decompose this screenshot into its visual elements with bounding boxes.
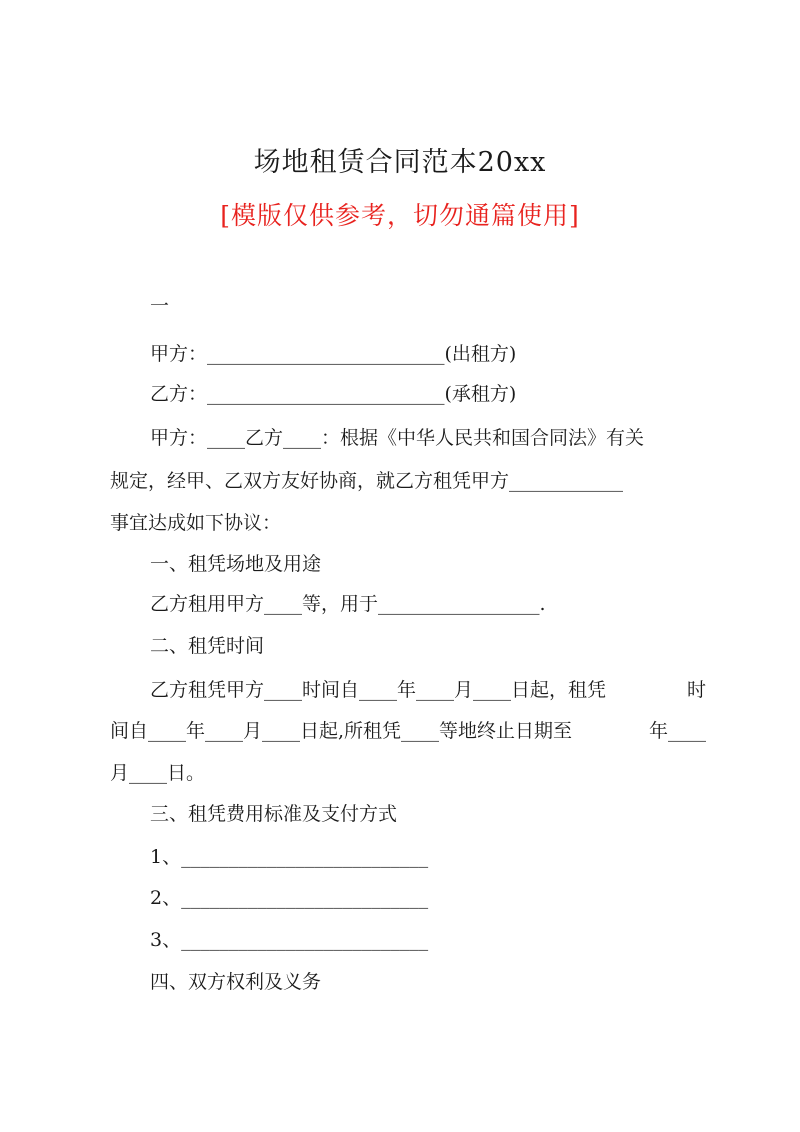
section-2-line-2-end: 年____ <box>648 720 706 742</box>
intro-line-1-rest: ____乙方____：根据《中华人民共和国合同法》有关 <box>207 427 645 449</box>
section-1-heading: 一、租凭场地及用途 <box>150 553 322 575</box>
section-2-heading: 二、租凭时间 <box>150 635 265 657</box>
intro-line-2: 规定，经甲、乙双方友好协商，就乙方租凭甲方____________ <box>110 470 624 492</box>
template-notice: [模版仅供参考，切勿通篇使用] <box>220 201 580 230</box>
section-marker: 一 <box>150 295 170 317</box>
party-b-line: 乙方：_________________________(承租方) <box>150 383 517 405</box>
section-2-line-2-text: 间自____年____月____日起,所租凭____等地终止日期至 <box>110 720 573 742</box>
section-2-line-1 <box>150 676 706 704</box>
section-2-line-1-end: 时 <box>686 679 706 701</box>
intro-line-3: 事宜达成如下协议： <box>110 512 282 534</box>
intro-line-1 <box>150 424 644 452</box>
section-3-item-2: 2、__________________________ <box>150 887 429 909</box>
section-3-item-1: 1、__________________________ <box>150 846 429 868</box>
section-3-heading: 三、租凭费用标准及支付方式 <box>150 803 398 825</box>
section-3-item-3: 3、__________________________ <box>150 929 429 951</box>
section-2-line-3: 月____日。 <box>110 762 206 784</box>
intro-line-1-start: 甲方： <box>150 427 208 449</box>
section-2-line-1-text: 乙方租凭甲方____时间自____年____月____日起，租凭 <box>150 679 607 701</box>
section-1-body: 乙方租用甲方____等，用于_________________. <box>150 593 546 615</box>
section-2-line-2 <box>110 717 706 745</box>
section-4-heading: 四、双方权利及义务 <box>150 971 322 993</box>
party-a-line: 甲方：_________________________(出租方) <box>150 343 517 365</box>
document-title: 场地租赁合同范本20xx <box>253 147 547 178</box>
